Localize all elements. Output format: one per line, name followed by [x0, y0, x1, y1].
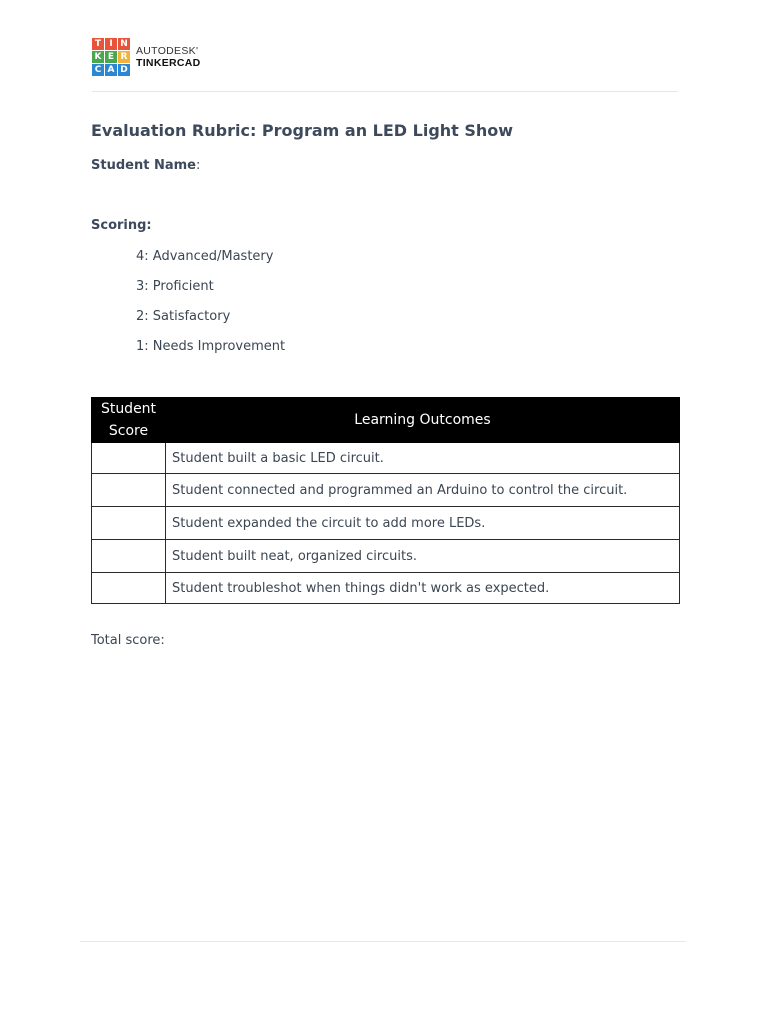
tinkercad-logo — [92, 38, 201, 76]
student-score-header — [92, 398, 166, 443]
student-name-label: Student Name — [91, 158, 196, 173]
rubric-header-row — [92, 398, 680, 443]
scoring-level: 2: Satisfactory — [136, 309, 231, 324]
student-name-colon: : — [195, 158, 201, 173]
student-score-header-line2: Score — [108, 423, 149, 439]
logo-brand-text: AUTODESK' — [136, 45, 199, 57]
logo-tile: E — [105, 51, 117, 63]
total-score-label: Total score: — [91, 633, 165, 648]
table-row — [92, 573, 680, 604]
logo-product-text: TINKERCAD — [136, 57, 201, 69]
logo-tile: N — [118, 38, 130, 50]
learning-outcomes-header: Learning Outcomes — [166, 398, 680, 443]
logo-tile: T — [92, 38, 104, 50]
outcome-cell: Student built neat, organized circuits. — [166, 540, 680, 573]
table-row — [92, 474, 680, 507]
outcome-cell: Student troubleshot when things didn't work as expected. — [166, 573, 680, 604]
scoring-level: 4: Advanced/Mastery — [136, 249, 274, 264]
footer-divider — [80, 941, 686, 942]
rubric-table — [91, 397, 680, 604]
logo-tile: R — [118, 51, 130, 63]
student-name-field — [91, 158, 200, 173]
outcome-cell: Student expanded the circuit to add more LEDs. — [166, 507, 680, 540]
logo-tile: D — [118, 64, 130, 76]
table-row — [92, 540, 680, 573]
score-cell[interactable] — [92, 507, 166, 540]
student-score-header-line1: Student — [100, 401, 157, 417]
scoring-heading: Scoring: — [91, 218, 152, 233]
scoring-levels-list — [136, 248, 285, 368]
logo-tile: K — [92, 51, 104, 63]
logo-tile: I — [105, 38, 117, 50]
logo-wordmark — [136, 45, 201, 69]
score-cell[interactable] — [92, 573, 166, 604]
logo-tile-grid — [92, 38, 130, 76]
score-cell[interactable] — [92, 443, 166, 474]
logo-tile: C — [92, 64, 104, 76]
scoring-level: 1: Needs Improvement — [136, 339, 286, 354]
table-row — [92, 507, 680, 540]
table-row — [92, 443, 680, 474]
score-cell[interactable] — [92, 540, 166, 573]
logo-tile: A — [105, 64, 117, 76]
outcome-cell: Student built a basic LED circuit. — [166, 443, 680, 474]
scoring-level: 3: Proficient — [136, 279, 214, 294]
outcome-cell: Student connected and programmed an Arduino to control the circuit. — [166, 474, 680, 507]
page-title: Evaluation Rubric: Program an LED Light Show — [91, 121, 514, 140]
score-cell[interactable] — [92, 474, 166, 507]
header-divider — [92, 91, 678, 92]
